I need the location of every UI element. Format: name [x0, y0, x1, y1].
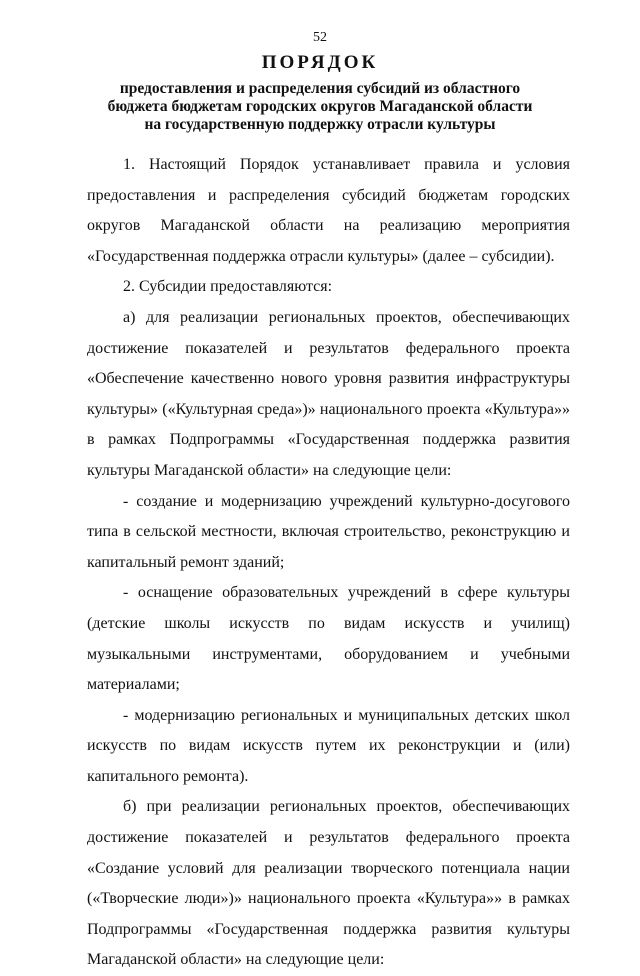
paragraph-2b: б) при реализации региональных проектов, обеспечивающих достижение показателей и результатов федерального проекта «Создание условий для реализации творческого потенциала нации («Творческие люди»)» национального проекта «Культура»» в рамках Подпрограммы «Государственная поддержка развития культуры Магаданской области» на следующие цели: — [87, 798, 570, 969]
document-body — [87, 150, 570, 976]
subtitle-line: на государственную поддержку отрасли культуры — [144, 116, 496, 133]
paragraph-1: 1. Настоящий Порядок устанавливает правила и условия предоставления и распределения субсидий бюджетам городских округов Магаданской области на реализацию мероприятия «Государственная поддержка отрасли культуры» (далее – субсидии). — [87, 156, 570, 265]
paragraph-2a: а) для реализации региональных проектов, обеспечивающих достижение показателей и результатов федерального проекта «Обеспечение качественно нового уровня развития инфраструктуры культуры» («Культурная среда»)» национального проекта «Культура»» в рамках Подпрограммы «Государственная поддержка развития культуры Магаданской области» на следующие цели: — [87, 308, 570, 479]
list-item-art-schools: - модернизацию региональных и муниципальных детских школ искусств по видам искусств путем их реконструкции и (или) капитального ремонта). — [87, 706, 570, 785]
list-item-equipment: - оснащение образовательных учреждений в сфере культуры (детские школы искусств по видам искусств и училищ) музыкальными инструментами, оборудованием и учебными материалами; — [87, 584, 570, 694]
subtitle-line: бюджета бюджетам городских округов Магаданской области — [107, 98, 533, 115]
paragraph-2: 2. Субсидии предоставляются: — [123, 278, 333, 296]
page-number: 52 — [313, 30, 327, 45]
document-subtitle — [90, 80, 550, 134]
document-title: ПОРЯДОК — [261, 52, 379, 73]
list-item-cultural-institutions: - создание и модернизацию учреждений культурно-досугового типа в сельской местности, включая строительство, реконструкцию и капитальный ремонт зданий; — [87, 492, 570, 571]
subtitle-line: предоставления и распределения субсидий из областного — [119, 80, 521, 97]
